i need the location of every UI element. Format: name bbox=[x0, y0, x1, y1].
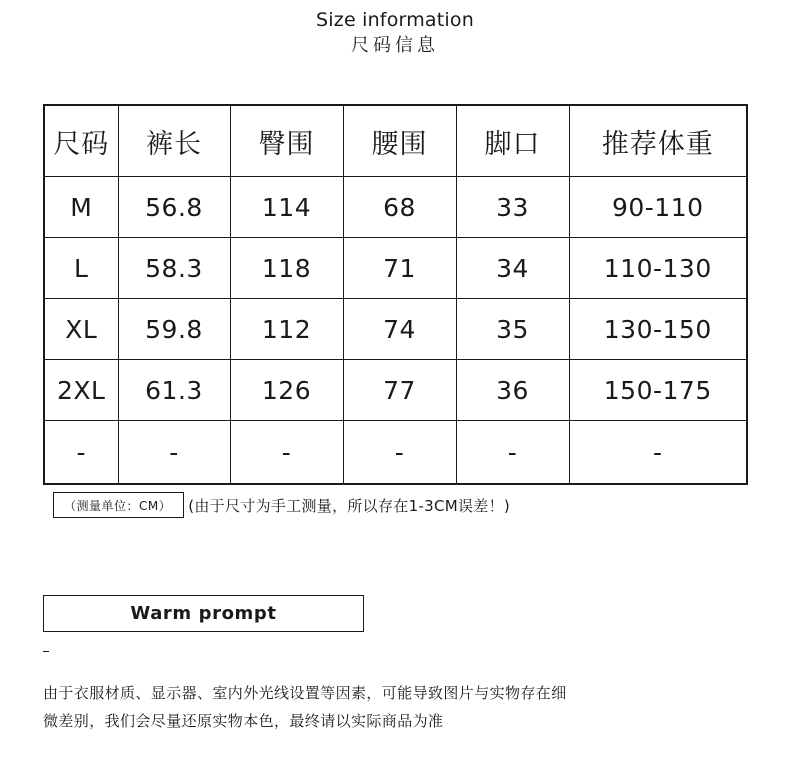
table-row bbox=[44, 177, 747, 238]
table-row bbox=[44, 238, 747, 299]
table-cell: 2XL bbox=[44, 360, 118, 421]
table-cell: 71 bbox=[343, 238, 456, 299]
size-table bbox=[43, 104, 748, 485]
header-waist: 腰围 bbox=[343, 105, 456, 177]
title-chinese: 尺码信息 bbox=[351, 35, 439, 56]
header-size: 尺码 bbox=[44, 105, 118, 177]
header-recommended-weight: 推荐体重 bbox=[569, 105, 747, 177]
table-cell: 35 bbox=[456, 299, 569, 360]
error-note: (由于尺寸为手工测量，所以存在1-3CM误差！) bbox=[188, 496, 511, 515]
table-cell: 68 bbox=[343, 177, 456, 238]
table-cell: L bbox=[44, 238, 118, 299]
header-leg-opening: 脚口 bbox=[456, 105, 569, 177]
table-cell: 118 bbox=[230, 238, 343, 299]
table-row bbox=[44, 360, 747, 421]
table-row bbox=[44, 421, 747, 485]
table-cell: - bbox=[44, 421, 118, 485]
measurement-note bbox=[53, 492, 510, 518]
table-cell: - bbox=[343, 421, 456, 485]
title-english: Size information bbox=[316, 9, 474, 31]
table-cell: 59.8 bbox=[118, 299, 230, 360]
table-cell: 114 bbox=[230, 177, 343, 238]
table-cell: 58.3 bbox=[118, 238, 230, 299]
table-cell: 112 bbox=[230, 299, 343, 360]
table-cell: M bbox=[44, 177, 118, 238]
table-cell: XL bbox=[44, 299, 118, 360]
table-cell: 74 bbox=[343, 299, 456, 360]
table-cell: 110-130 bbox=[569, 238, 747, 299]
header-hip: 臀围 bbox=[230, 105, 343, 177]
table-cell: 130-150 bbox=[569, 299, 747, 360]
table-cell: 33 bbox=[456, 177, 569, 238]
table-cell: - bbox=[118, 421, 230, 485]
warm-prompt-title: Warm prompt bbox=[43, 595, 364, 632]
header-pants-length: 裤长 bbox=[118, 105, 230, 177]
divider bbox=[43, 651, 49, 652]
table-cell: 61.3 bbox=[118, 360, 230, 421]
table-cell: - bbox=[230, 421, 343, 485]
table-header-row bbox=[44, 105, 747, 177]
table-cell: 34 bbox=[456, 238, 569, 299]
unit-label: （测量单位：CM） bbox=[53, 492, 184, 518]
table-row bbox=[44, 299, 747, 360]
table-cell: 126 bbox=[230, 360, 343, 421]
table-cell: 36 bbox=[456, 360, 569, 421]
table-cell: 90-110 bbox=[569, 177, 747, 238]
disclaimer-text bbox=[43, 679, 683, 735]
disclaimer-line: 微差别，我们会尽量还原实物本色，最终请以实际商品为准 bbox=[43, 712, 444, 730]
table-cell: 56.8 bbox=[118, 177, 230, 238]
table-cell: 77 bbox=[343, 360, 456, 421]
disclaimer-line: 由于衣服材质、显示器、室内外光线设置等因素，可能导致图片与实物存在细 bbox=[43, 684, 567, 702]
table-cell: 150-175 bbox=[569, 360, 747, 421]
table-cell: - bbox=[569, 421, 747, 485]
table-cell: - bbox=[456, 421, 569, 485]
